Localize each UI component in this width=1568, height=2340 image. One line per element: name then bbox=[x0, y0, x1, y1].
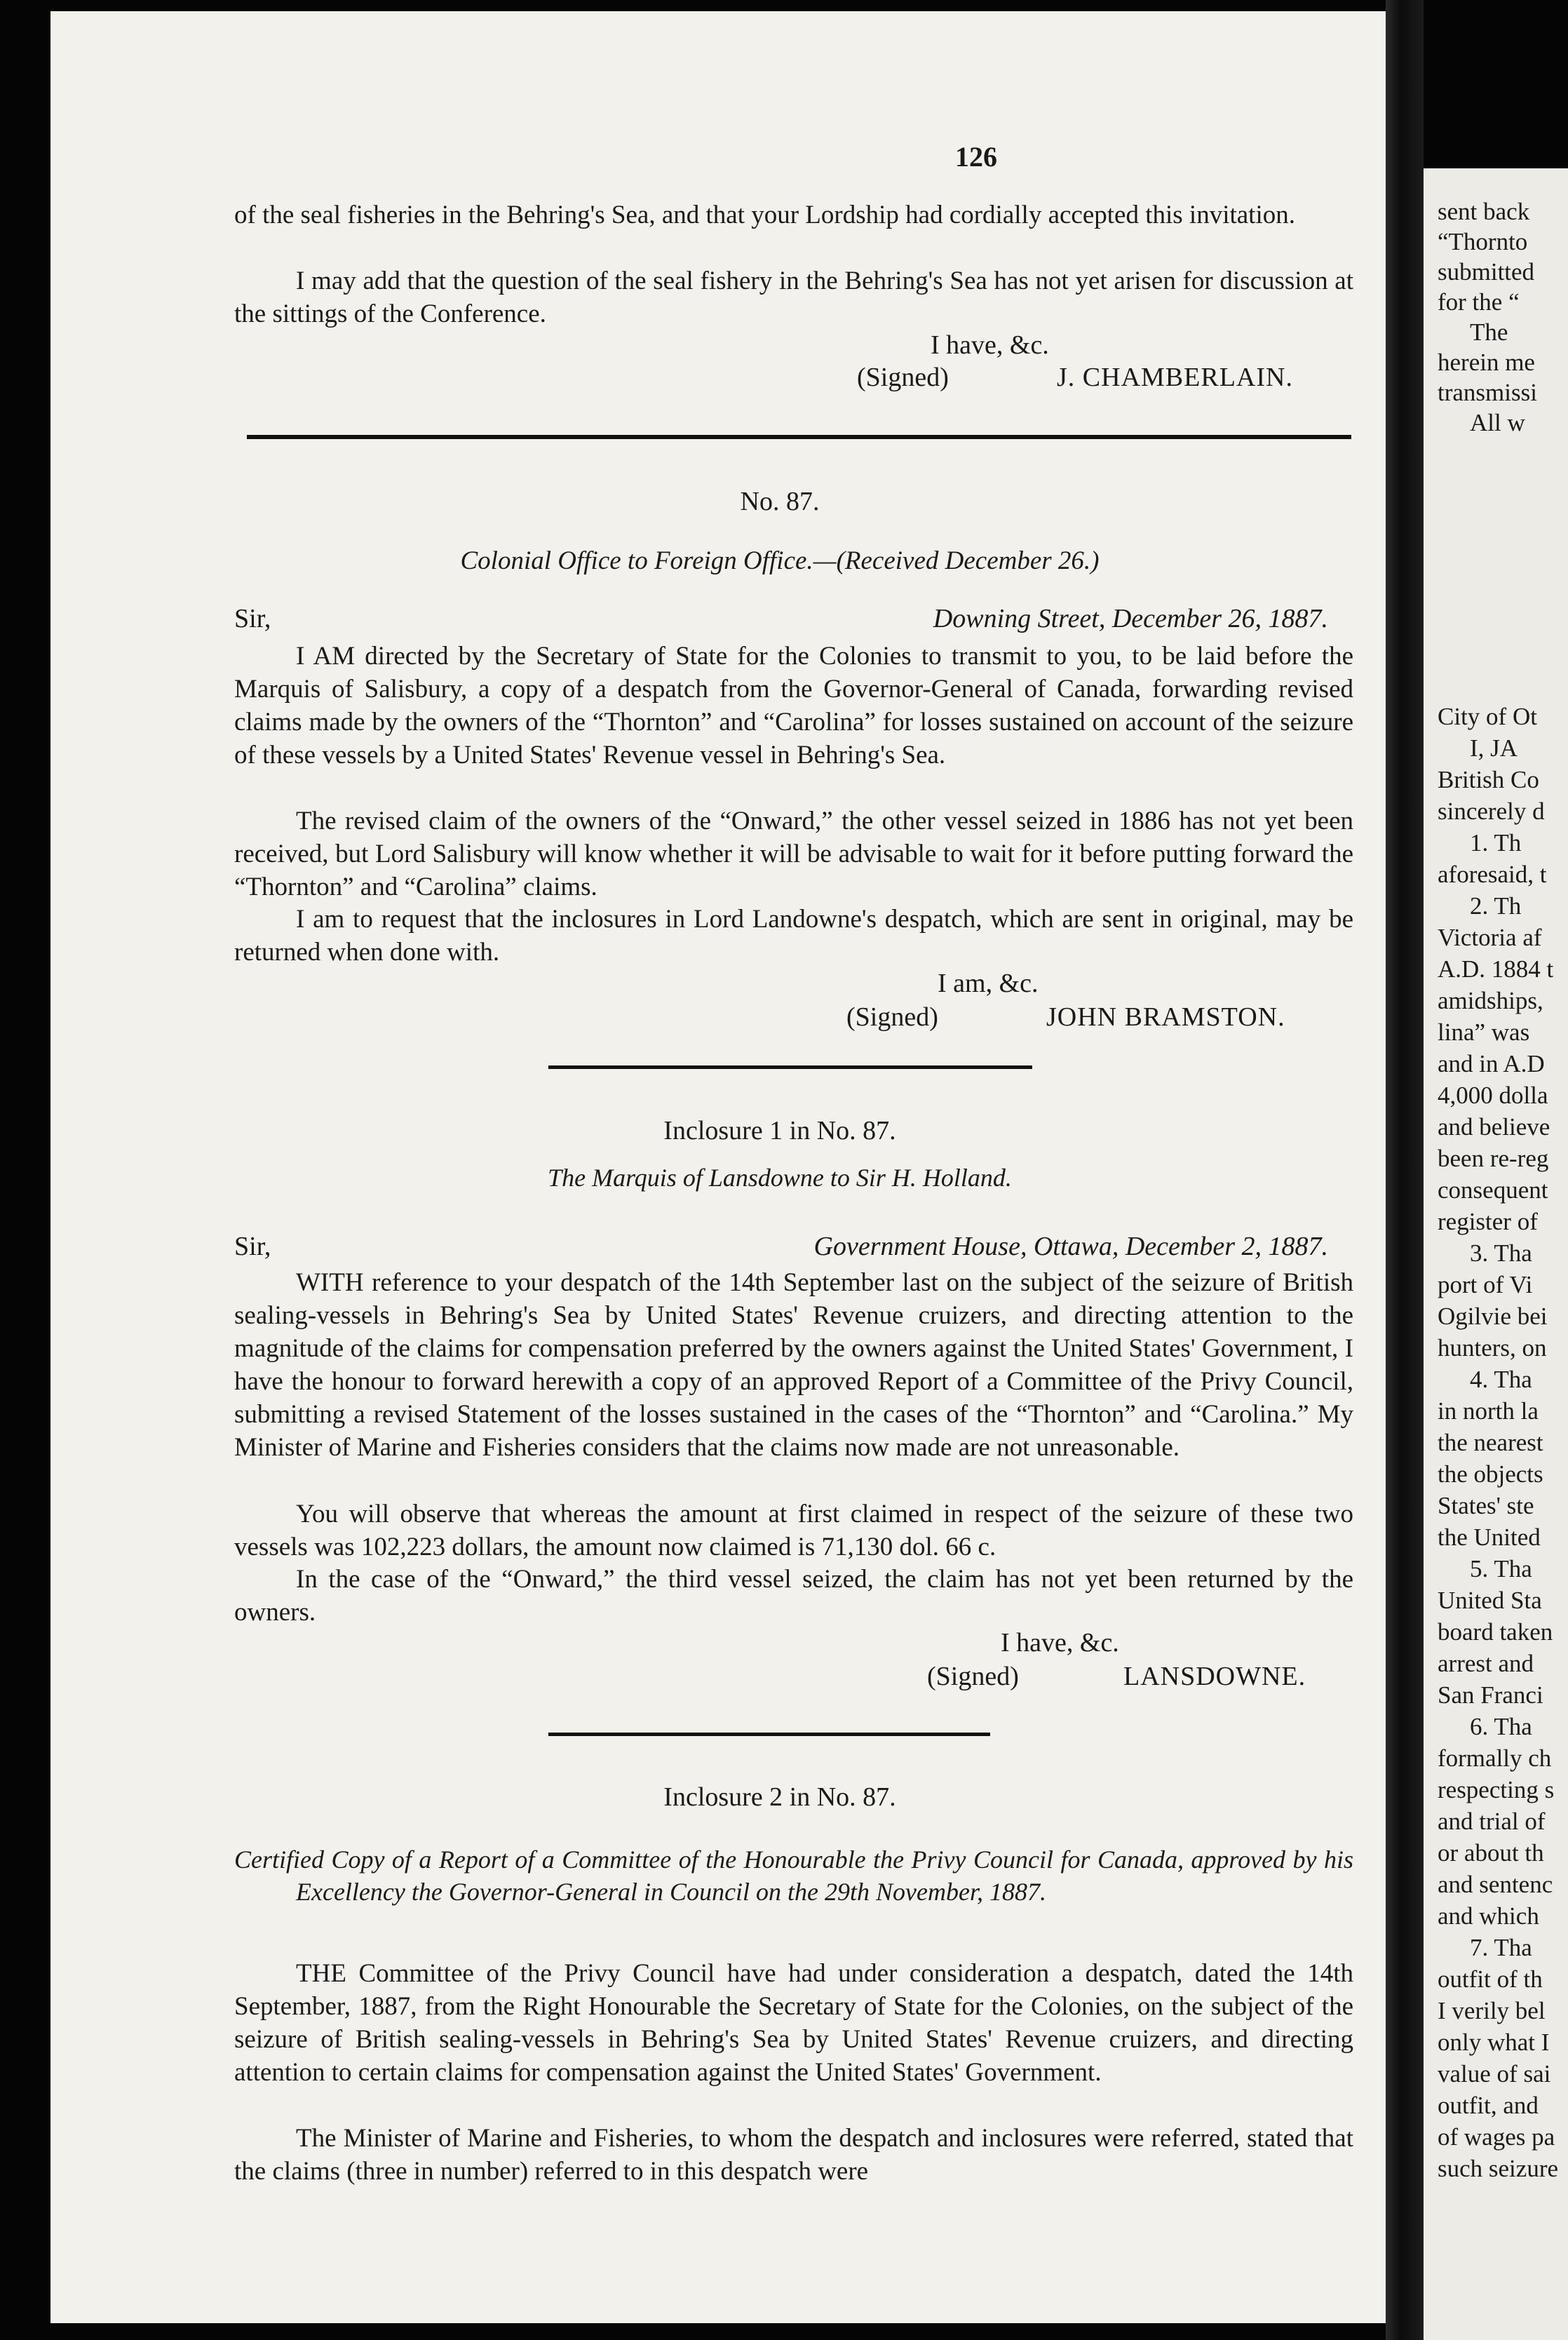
facing-page-line: and in A.D bbox=[1438, 1050, 1545, 1077]
facing-page-line: San Franci bbox=[1438, 1681, 1543, 1709]
opening-closing: I have, &c. bbox=[931, 330, 1049, 360]
facing-page-line: 4. Tha bbox=[1470, 1366, 1532, 1393]
facing-page-line: the nearest bbox=[1438, 1429, 1543, 1456]
doc87-signed-label: (Signed) bbox=[846, 1002, 938, 1032]
facing-page-line: been re-reg bbox=[1438, 1145, 1549, 1172]
document-heading: Colonial Office to Foreign Office.—(Received December 26.) bbox=[460, 546, 1100, 575]
facing-page-line: and which bbox=[1438, 1902, 1539, 1930]
section-rule bbox=[247, 435, 1351, 439]
facing-page-line: All w bbox=[1470, 409, 1525, 436]
facing-page-line: A.D. 1884 t bbox=[1438, 955, 1554, 983]
opening-paragraph-1: of the seal fisheries in the Behring's Sea, and that your Lordship had cordially accepted this invitation. bbox=[234, 201, 1295, 229]
facing-page-line: board taken bbox=[1438, 1618, 1553, 1646]
inclosure1-paragraph-2: You will observe that whereas the amount at first claimed in respect of the seizure of these two vessels was 102,223 dollars, the amount now claimed is 71,130 dol. 66 c. bbox=[234, 1500, 1353, 1561]
section-rule-short bbox=[548, 1065, 1032, 1069]
inclosure1-signed-label: (Signed) bbox=[927, 1662, 1019, 1691]
facing-page-line: the United bbox=[1438, 1524, 1541, 1551]
facing-page-line: sent back bbox=[1438, 198, 1530, 225]
doc87-paragraph-3: I am to request that the inclosures in Lord Landowne's despatch, which are sent in original, may be returned when done with. bbox=[234, 905, 1353, 967]
facing-page-line: submitted bbox=[1438, 258, 1535, 285]
facing-page-line: register of bbox=[1438, 1208, 1538, 1235]
facing-page-line: hunters, on bbox=[1438, 1334, 1547, 1361]
facing-page-line: 3. Tha bbox=[1470, 1239, 1532, 1267]
facing-page-line: 1. Th bbox=[1470, 829, 1522, 856]
doc87-closing: I am, &c. bbox=[938, 969, 1039, 998]
facing-page-line: British Co bbox=[1438, 766, 1539, 793]
facing-page-line: “Thornto bbox=[1438, 228, 1528, 255]
doc87-salutation: Sir, bbox=[234, 604, 271, 633]
doc87-paragraph-1: I AM directed by the Secretary of State for the Colonies to transmit to you, to be laid before the Marquis of Salisbury, a copy of a despatch from the Governor-General of Canada, forwarding revised claims made by the owners of the “Thornton” and “Carolina” for losses sustained on account of the seizure of these vessels by a United States' Revenue vessel in Behring's Sea. bbox=[234, 642, 1353, 769]
facing-page-line: 6. Tha bbox=[1470, 1713, 1532, 1740]
document-number: No. 87. bbox=[740, 487, 820, 516]
facing-page-line: or about th bbox=[1438, 1839, 1544, 1867]
inclosure2-paragraph-1: THE Committee of the Privy Council have had under consideration a despatch, dated the 14th September, 1887, from the Right Honourable the Secretary of State for the Colonies, on the subject of the seizure of British sealing-vessels in Behring's Sea by United States' Revenue cruizers, and directing attention to certain claims for compensation against the United States' Government. bbox=[234, 1959, 1353, 2087]
inclosure1-closing: I have, &c. bbox=[1001, 1628, 1119, 1658]
facing-page-line: United Sta bbox=[1438, 1587, 1542, 1614]
book-gutter bbox=[1386, 0, 1424, 2340]
doc87-signer: JOHN BRAMSTON. bbox=[1046, 1002, 1285, 1032]
doc87-place-date: Downing Street, December 26, 1887. bbox=[933, 604, 1328, 633]
facing-page-line: such seizure bbox=[1438, 2155, 1559, 2182]
facing-page-line: port of Vi bbox=[1438, 1271, 1533, 1298]
facing-page-line: 2. Th bbox=[1470, 892, 1522, 920]
facing-page-line: for the “ bbox=[1438, 288, 1520, 316]
facing-page-line: amidships, bbox=[1438, 987, 1543, 1014]
facing-page-line: herein me bbox=[1438, 349, 1535, 376]
doc87-paragraph-2: The revised claim of the owners of the “Onward,” the other vessel seized in 1886 has not yet been received, but Lord Salisbury will know whether it will be advisable to wait for it before putting forward the “Thornton” and “Carolina” claims. bbox=[234, 807, 1353, 901]
facing-page-line: in north la bbox=[1438, 1397, 1539, 1425]
facing-page-line: outfit of th bbox=[1438, 1965, 1543, 1993]
facing-page-line: Ogilvie bei bbox=[1438, 1303, 1548, 1330]
inclosure1-salutation: Sir, bbox=[234, 1232, 271, 1261]
facing-page-line: aforesaid, t bbox=[1438, 861, 1547, 888]
inclosure1-signer: LANSDOWNE. bbox=[1123, 1662, 1306, 1691]
page-number: 126 bbox=[955, 141, 997, 173]
facing-page-line: value of sai bbox=[1438, 2060, 1551, 2087]
facing-page-line: only what I bbox=[1438, 2029, 1550, 2056]
facing-page-line: consequent bbox=[1438, 1176, 1548, 1204]
facing-page-line: and trial of bbox=[1438, 1808, 1546, 1835]
facing-page-line: arrest and bbox=[1438, 1650, 1534, 1677]
inclosure1-place-date: Government House, Ottawa, December 2, 1887. bbox=[813, 1232, 1328, 1261]
facing-page-line: respecting s bbox=[1438, 1776, 1555, 1803]
section-rule-short-2 bbox=[548, 1733, 990, 1736]
facing-page-line: and believe bbox=[1438, 1113, 1550, 1141]
facing-page-line: formally ch bbox=[1438, 1744, 1552, 1772]
facing-page bbox=[1424, 168, 1568, 2340]
facing-page-line: I, JA bbox=[1470, 734, 1518, 762]
facing-page-line: sincerely d bbox=[1438, 798, 1545, 825]
inclosure1-number: Inclosure 1 in No. 87. bbox=[663, 1116, 896, 1145]
facing-page-line: The bbox=[1470, 318, 1508, 346]
facing-page-line: 4,000 dolla bbox=[1438, 1082, 1548, 1109]
opening-paragraph-2: I may add that the question of the seal fishery in the Behring's Sea has not yet arisen for discussion at the sittings of the Conference. bbox=[234, 267, 1353, 328]
facing-page-line: I verily bel bbox=[1438, 1997, 1546, 2024]
inclosure2-heading: Certified Copy of a Report of a Committee of the Honourable the Privy Council for Canada, approved by his Excellency the Governor-General in Council on the 29th November, 1887. bbox=[234, 1845, 1353, 1906]
inclosure2-paragraph-2: The Minister of Marine and Fisheries, to whom the despatch and inclosures were referred, stated that the claims (three in number) referred to in this despatch were bbox=[234, 2124, 1353, 2186]
facing-page-line: 7. Tha bbox=[1470, 1934, 1532, 1961]
facing-page-line: lina” was bbox=[1438, 1018, 1530, 1046]
inclosure1-heading: The Marquis of Lansdowne to Sir H. Holland. bbox=[548, 1164, 1012, 1192]
facing-page-line: 5. Tha bbox=[1470, 1555, 1532, 1582]
opening-signer: J. CHAMBERLAIN. bbox=[1057, 363, 1293, 392]
opening-signed-label: (Signed) bbox=[857, 363, 949, 392]
inclosure1-paragraph-1: WITH reference to your despatch of the 14th September last on the subject of the seizure of British sealing-vessels in Behring's Sea by United States' Revenue cruizers, and directing attention to the magnitude of the claims for compensation preferred by the owners against the United States' Government, I have the honour to forward herewith a copy of an approved Report of a Committee of the Privy Council, submitting a revised Statement of the losses sustained in the cases of the “Thornton” and “Carolina.” My Minister of Marine and Fisheries considers that the claims now made are not unreasonable. bbox=[234, 1268, 1353, 1462]
inclosure1-paragraph-3: In the case of the “Onward,” the third vessel seized, the claim has not yet been returned by the owners. bbox=[234, 1565, 1353, 1627]
facing-page-line: of wages pa bbox=[1438, 2123, 1555, 2151]
inclosure2-number: Inclosure 2 in No. 87. bbox=[663, 1782, 896, 1812]
facing-page-line: and sentenc bbox=[1438, 1871, 1553, 1898]
facing-page-line: outfit, and bbox=[1438, 2092, 1539, 2119]
facing-page-line: the objects bbox=[1438, 1460, 1543, 1488]
facing-page-line: States' ste bbox=[1438, 1492, 1534, 1519]
facing-page-line: City of Ot bbox=[1438, 703, 1537, 730]
facing-page-line: Victoria af bbox=[1438, 924, 1542, 951]
facing-page-line: transmissi bbox=[1438, 379, 1537, 406]
